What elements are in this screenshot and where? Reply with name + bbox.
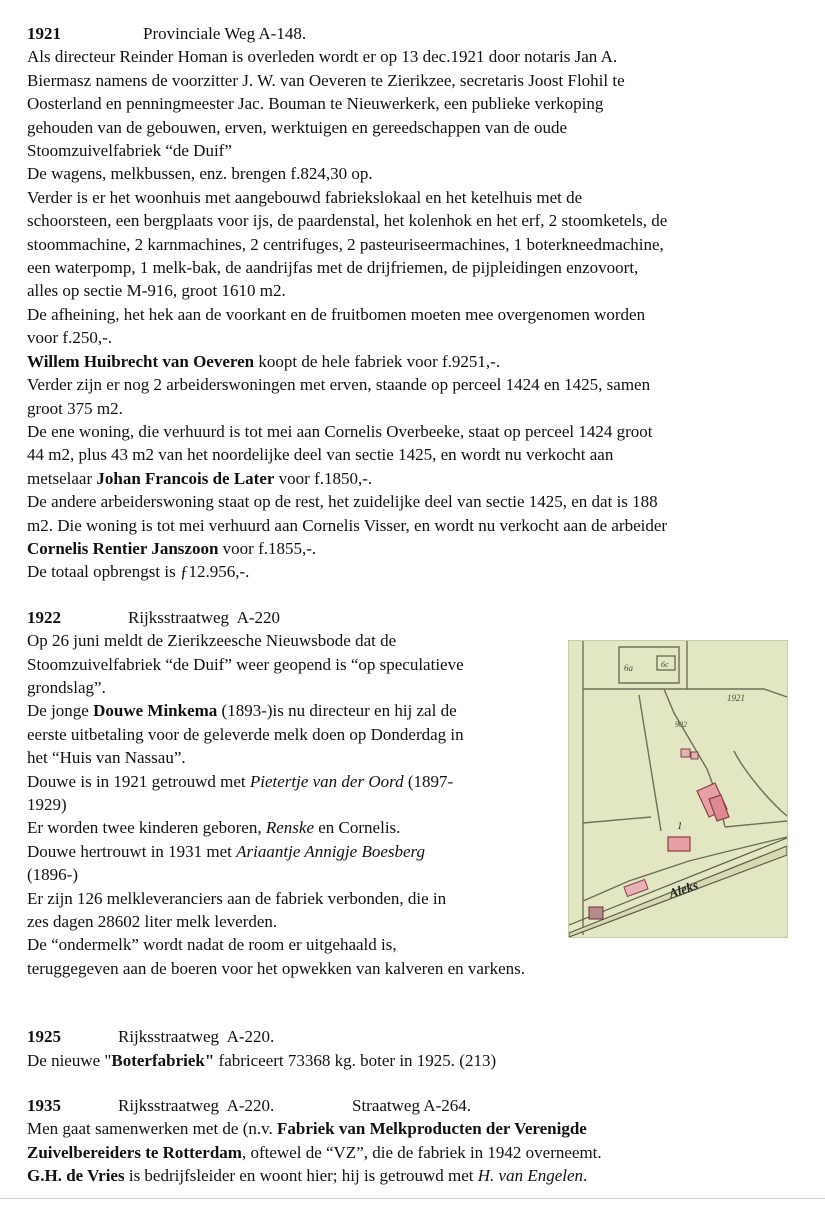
map-label-6c: 6c — [661, 660, 669, 669]
child-name: Renske — [265, 818, 314, 838]
para-line: Verder is er het woonhuis met aangebouwd fabriekslokaal en het ketelhuis met de — [27, 187, 583, 207]
section-1935-heading — [27, 1094, 802, 1117]
section-1922-heading — [27, 606, 802, 629]
text: Douwe hertrouwt in 1931 met — [27, 841, 237, 861]
para-line: m2. Die woning is tot mei verhuurd aan Cornelis Visser, en wordt nu verkocht aan de arbeider — [27, 515, 668, 535]
worker-line — [27, 537, 802, 560]
year-1935: 1935 — [27, 1096, 61, 1116]
buyer-name: Willem Huibrecht van Oeveren — [27, 351, 255, 371]
company-name-cont: Zuivelbereiders te Rotterdam — [27, 1142, 242, 1162]
cadastral-map-image — [568, 640, 788, 938]
map-label-1921: 1921 — [727, 693, 745, 703]
company-line — [27, 1141, 802, 1164]
text: (1893-)is nu directeur en hij zal de — [217, 701, 457, 721]
mason-name: Johan Francois de Later — [96, 468, 275, 488]
para-line: het “Huis van Nassau”. — [27, 748, 186, 768]
text: (1897- — [403, 771, 454, 791]
cadastral-map-drawing — [569, 641, 787, 937]
butter-factory-name: Boterfabriek" — [111, 1050, 215, 1070]
buyer-line — [27, 350, 802, 373]
year-1925: 1925 — [27, 1027, 61, 1047]
wife-name: Pietertje van der Oord — [249, 771, 404, 791]
para-line: Op 26 juni meldt de Zierikzeesche Nieuwsbode dat de — [27, 631, 397, 651]
para-line: Biermasz namens de voorzitter J. W. van Oeveren te Zierikzee, secretaris Joost Flohil te — [27, 70, 625, 90]
map-label-6a: 6a — [624, 663, 633, 673]
company-name: Fabriek van Melkproducten der Verenigde — [277, 1119, 587, 1139]
para-line: (1896-) — [27, 865, 78, 885]
page-bottom-rule — [0, 1198, 825, 1199]
para-line: De andere arbeiderswoning staat op de rest, het zuidelijke deel van sectie 1425, en dat is 188 — [27, 492, 658, 512]
address2-1935: Straatweg A-264. — [352, 1096, 471, 1116]
para-line: Stoomzuivelfabriek “de Duif” weer geopend is “op speculatieve — [27, 654, 464, 674]
total-line: De totaal opbrengst is ƒ12.956,-. — [27, 562, 250, 582]
director-name: Douwe Minkema — [93, 701, 218, 721]
para-line: De ene woning, die verhuurd is tot mei aan Cornelis Overbeeke, staat op perceel 1424 groot — [27, 421, 653, 441]
mason-pre: metselaar — [27, 468, 97, 488]
para-line: 1929) — [27, 795, 67, 814]
para-line: De afheining, het hek aan de voorkant en de fruitbomen moeten mee overgenomen worden — [27, 304, 646, 324]
address-1935: Rijksstraatweg A-220. — [118, 1096, 275, 1116]
address-1922: Rijksstraatweg A-220 — [128, 607, 281, 627]
manager-name: G.H. de Vries — [27, 1166, 125, 1186]
text: Douwe is in 1921 getrouwd met — [27, 771, 250, 791]
address-1921: Provinciale Weg A-148. — [143, 24, 307, 43]
section-1921-heading — [27, 22, 802, 45]
manager-line — [27, 1164, 802, 1187]
map-label-1: 1 — [677, 820, 683, 832]
para-line: zes dagen 28602 liter melk leverden. — [27, 912, 278, 932]
document-body — [27, 22, 802, 1188]
para-line: schoorsteen, een bergplaats voor ijs, de paardenstal, het kolenhok en het erf, 2 stoomketels, de — [27, 211, 668, 231]
para-line: Stoomzuivelfabriek “de Duif” — [27, 141, 232, 161]
para-line: Er zijn 126 melkleveranciers aan de fabriek verbonden, die in — [27, 888, 447, 908]
text: De jonge — [27, 701, 94, 721]
para-line: gehouden van de gebouwen, erven, werktuigen en gereedschappen van de oude — [27, 117, 568, 137]
para-line: teruggegeven aan de boeren voor het opwekken van kalveren en varkens. — [27, 958, 525, 978]
para-line: De wagens, melkbussen, enz. brengen f.824,30 op. — [27, 164, 373, 184]
text: fabriceert 73368 kg. boter in 1925. (213) — [214, 1050, 497, 1070]
address-1925: Rijksstraatweg A-220. — [118, 1027, 275, 1047]
para-line: Oosterland en penningmeester Jac. Bouman te Nieuwerkerk, een publieke verkoping — [27, 94, 604, 114]
para-line: Als directeur Reinder Homan is overleden wordt er op 13 dec.1921 door notaris Jan A. — [27, 47, 618, 67]
para-line: eerste uitbetaling voor de geleverde melk doen op Donderdag in — [27, 724, 464, 744]
worker-post: voor f.1855,-. — [218, 538, 317, 558]
para-line: stoommachine, 2 karnmachines, 2 centrifuges, 2 pasteuriseermachines, 1 boterkneedmachine, — [27, 234, 664, 254]
para-line: voor f.250,-. — [27, 328, 112, 348]
second-wife-name: Ariaantje Annigje Boesberg — [236, 841, 426, 861]
para-line: een waterpomp, 1 melk-bak, de aandrijfas met de drijfriemen, de pijpleidingen enzovoort, — [27, 258, 639, 278]
year-1922: 1922 — [27, 607, 61, 627]
text: is bedrijfsleider en woont hier; hij is getrouwd met — [124, 1166, 478, 1186]
para-line: groot 375 m2. — [27, 398, 123, 418]
para-line: alles op sectie M-916, groot 1610 m2. — [27, 281, 286, 301]
para-line: De “ondermelk” wordt nadat de room er uitgehaald is, — [27, 935, 397, 955]
buyer-text: koopt de hele fabriek voor f.9251,-. — [254, 351, 501, 371]
year-1921: 1921 — [27, 24, 61, 43]
text: De nieuwe " — [27, 1050, 112, 1070]
cooperation-line — [27, 1117, 802, 1140]
para-line: Verder zijn er nog 2 arbeiderswoningen met erven, staande op perceel 1424 en 1425, samen — [27, 375, 651, 395]
mason-line — [27, 467, 802, 490]
para-line: 44 m2, plus 43 m2 van het noordelijke deel van sectie 1425, en wordt nu verkocht aan — [27, 445, 614, 465]
text: Er worden twee kinderen geboren, — [27, 818, 266, 838]
manager-wife-name: H. van Engelen — [477, 1166, 584, 1186]
text: Men gaat samenwerken met de (n.v. — [27, 1119, 278, 1139]
mason-post: voor f.1850,-. — [274, 468, 373, 488]
map-road-label: Aleks — [667, 877, 700, 901]
text: . — [583, 1166, 588, 1186]
worker-name: Cornelis Rentier Janszoon — [27, 538, 219, 558]
para-line: grondslag”. — [27, 677, 106, 697]
section-1925-heading — [27, 1025, 802, 1048]
text: , oftewel de “VZ”, die de fabriek in 1942 overneemt. — [241, 1142, 602, 1162]
map-label-902: 902 — [675, 720, 687, 729]
butter-line — [27, 1049, 802, 1072]
text: en Cornelis. — [314, 818, 401, 838]
